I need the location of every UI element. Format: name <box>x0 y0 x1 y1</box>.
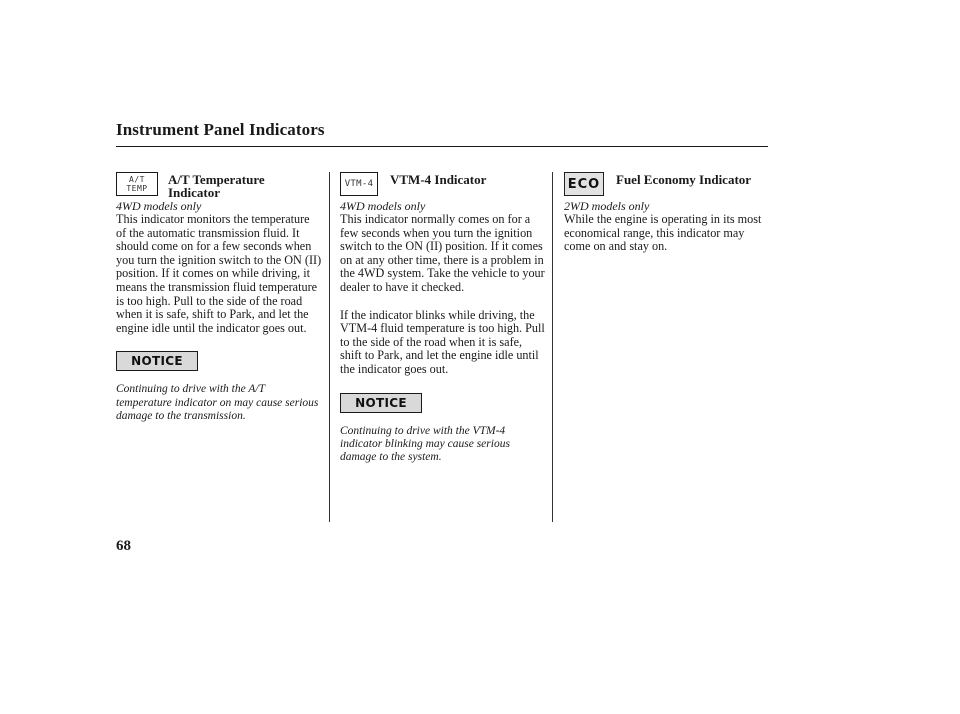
at-temp-body: This indicator monitors the temperature of the automatic transmission fluid. It should come on for a few seconds when you turn the ignition switch to the ON (II) position. If it comes on while driving, it means the transmission fluid temperature is too high. Pull to the side of the road when it is safe, shift to Park, and let the engine idle until the indicator goes out. <box>116 212 322 335</box>
vtm4-body-paragraph-1: This indicator normally comes on for a few seconds when you turn the ignition switch to the ON (II) position. If it comes on at any other time, there is a problem in the 4WD system. Take the vehicle to your dealer to have it checked. <box>340 212 545 294</box>
at-temp-notice-badge: NOTICE <box>116 351 198 371</box>
at-temp-models-note: 4WD models only <box>116 199 202 213</box>
page-number: 68 <box>116 538 131 554</box>
vtm4-models-note: 4WD models only <box>340 199 426 213</box>
at-temp-notice-text: Continuing to drive with the A/T temperature indicator on may cause serious damage to the transmission. <box>116 383 319 423</box>
title-divider <box>116 146 768 147</box>
page-title: Instrument Panel Indicators <box>116 120 325 139</box>
eco-section <box>564 172 770 254</box>
eco-indicator-icon: ECO <box>564 172 604 196</box>
at-temp-indicator-icon <box>116 172 158 196</box>
at-temp-icon-line1: A/T <box>129 175 145 184</box>
vtm4-notice-text: Continuing to drive with the VTM-4 indicator blinking may cause serious damage to the system. <box>340 424 510 464</box>
eco-models-note: 2WD models only <box>564 199 650 213</box>
eco-heading: Fuel Economy Indicator <box>616 172 752 187</box>
column-divider <box>552 172 553 522</box>
vtm4-indicator-icon: VTM-4 <box>340 172 378 196</box>
vtm4-body-paragraph-2: If the indicator blinks while driving, the VTM-4 fluid temperature is too high. Pull to the side of the road when it is safe, shift to Park, and let the engine idle until the indicator goes out. <box>340 307 545 376</box>
vtm4-section <box>340 172 546 465</box>
at-temp-section <box>116 172 322 424</box>
eco-body: While the engine is operating in its most economical range, this indicator may come on and stay on. <box>564 212 762 254</box>
at-temp-icon-line2: TEMP <box>126 184 148 193</box>
at-temp-heading: A/T Temperature Indicator <box>168 172 265 200</box>
column-divider <box>329 172 330 522</box>
vtm4-notice-badge: NOTICE <box>340 393 422 413</box>
vtm4-heading: VTM-4 Indicator <box>390 172 487 187</box>
